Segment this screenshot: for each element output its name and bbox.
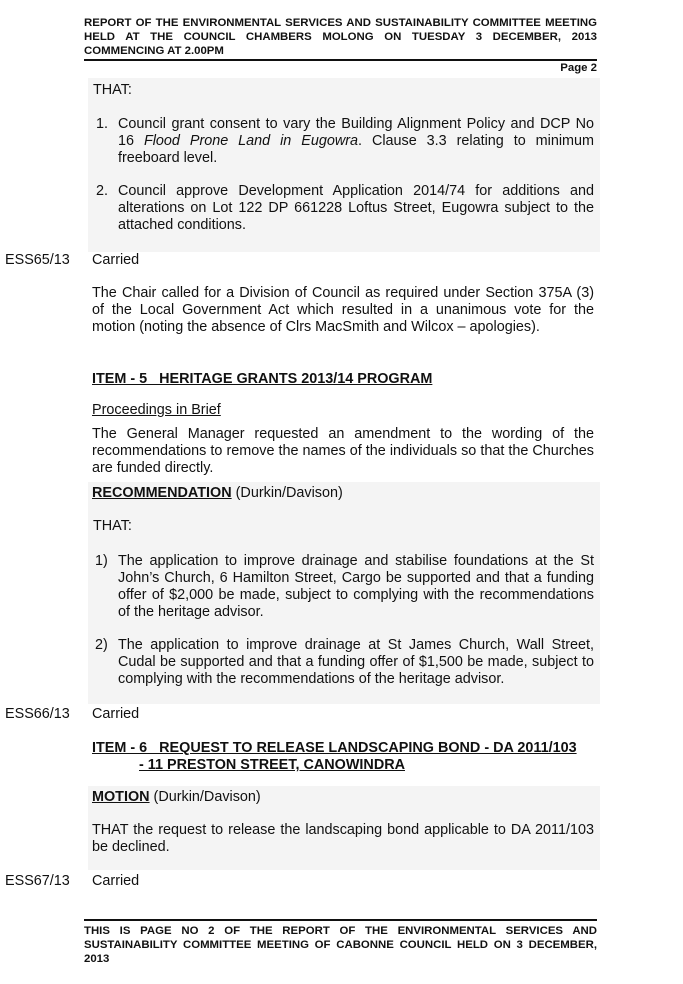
item-5-heading: ITEM - 5 HERITAGE GRANTS 2013/14 PROGRAM — [92, 371, 433, 387]
list-item: Council approve Development Application 2014/74 for additions and alterations on Lot 122 DP 661228 Loftus Street, Eugowra subject to the attached conditions. — [118, 183, 594, 233]
division-paragraph: The Chair called for a Division of Council as required under Section 375A (3) of the Local Government Act which resulted in a unanimous vote for the motion (noting the absence of Clrs MacSmith and Wilcox – apologies). — [92, 285, 594, 335]
motion-heading: MOTION (Durkin/Davison) — [92, 789, 261, 805]
header-rule — [84, 59, 597, 61]
list-number: 2. — [96, 183, 109, 199]
resolution-status: Carried — [92, 706, 140, 722]
page-number: Page 2 — [560, 62, 597, 74]
report-header: REPORT OF THE ENVIRONMENTAL SERVICES AND SUSTAINABILITY COMMITTEE MEETING HELD AT THE COUNCIL CHAMBERS MOLONG ON TUESDAY 3 DECEMBER, 2013 COMMENCING AT 2.00PM — [84, 17, 597, 57]
that-label: THAT: — [93, 82, 132, 98]
item-6-heading: ITEM - 6 REQUEST TO RELEASE LANDSCAPING BOND - DA 2011/103 — [92, 740, 577, 756]
list-number: 1) — [95, 553, 108, 569]
resolution-number: ESS67/13 — [5, 873, 70, 889]
list-item: Council grant consent to vary the Building Alignment Policy and DCP No 16 Flood Prone Land in Eugowra. Clause 3.3 relating to minimum freeboard level. — [118, 116, 594, 166]
footer-rule — [84, 919, 597, 921]
item-6-heading-line2: - 11 PRESTON STREET, CANOWINDRA — [139, 757, 405, 773]
resolution-status: Carried — [92, 252, 140, 268]
resolution-number: ESS65/13 — [5, 252, 70, 268]
list-number: 2) — [95, 637, 108, 653]
that-label: THAT: — [93, 518, 132, 534]
list-item: The application to improve drainage at St James Church, Wall Street, Cudal be supported and that a funding offer of $1,500 be made, subject to complying with the recommendations of the heritage advisor. — [118, 637, 594, 687]
proceedings-paragraph: The General Manager requested an amendment to the wording of the recommendations to remove the names of the individuals so that the Churches are funded directly. — [92, 426, 594, 476]
proceedings-label: Proceedings in Brief — [92, 402, 221, 418]
recommendation-heading: RECOMMENDATION (Durkin/Davison) — [92, 485, 343, 501]
motion-text: THAT the request to release the landscaping bond applicable to DA 2011/103 be declined. — [92, 822, 594, 855]
list-number: 1. — [96, 116, 109, 132]
list-item: The application to improve drainage and stabilise foundations at the St John’s Church, 6 Hamilton Street, Cargo be supported and that a funding offer of $2,000 be made, subject to complying with the recommendations of the heritage advisor. — [118, 553, 594, 620]
resolution-number: ESS66/13 — [5, 706, 70, 722]
page-footer: THIS IS PAGE NO 2 OF THE REPORT OF THE ENVIRONMENTAL SERVICES AND SUSTAINABILITY COMMITTEE MEETING OF CABONNE COUNCIL HELD ON 3 DECEMBER, 2013 — [84, 925, 597, 965]
resolution-status: Carried — [92, 873, 140, 889]
